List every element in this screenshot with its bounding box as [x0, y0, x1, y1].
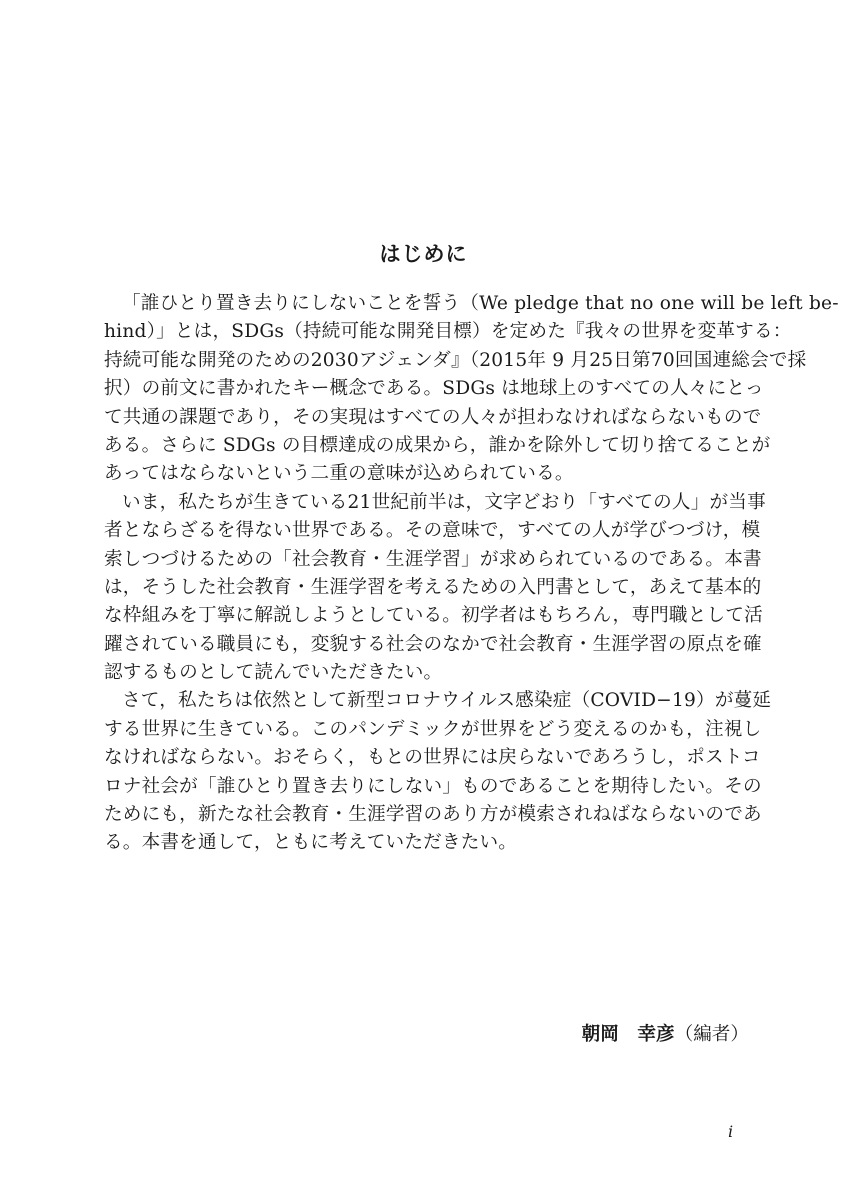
- text-line: ロナ社会が「誰ひとり置き去りにしない」ものであることを期待したい。その: [104, 775, 762, 797]
- author-role: （編者）: [674, 1024, 749, 1045]
- page-number: i: [728, 1122, 734, 1141]
- text-line: は，そうした社会教育・生涯学習を考えるための入門書として，あえて基本的: [104, 576, 762, 598]
- text-line: 者とならざるを得ない世界である。その意味で，すべての人が学びつづけ，模: [104, 520, 761, 542]
- text-line: る。本書を通して，ともに考えていただきたい。: [104, 832, 518, 854]
- text-line: 持続可能な開発のための2030アジェンダ』（2015年 9 月25日第70回国連総会で採: [104, 349, 807, 371]
- text-line: あってはならないという二重の意味が込められている。: [104, 463, 574, 485]
- text-line: 択）の前文に書かれたキー概念である。SDGs は地球上のすべての人々にとっ: [104, 378, 764, 400]
- text-line: さて，私たちは依然として新型コロナウイルス感染症（COVID−19）が蔓延: [122, 690, 772, 712]
- text-line: hind）」とは，SDGs（持続可能な開発目標）を定めた『我々の世界を変革する：: [104, 321, 792, 343]
- author-signature: [582, 1020, 749, 1046]
- paragraph-2: [104, 489, 766, 688]
- text-line: 躍されている職員にも，変貌する社会のなかで社会教育・生涯学習の原点を確: [104, 633, 762, 655]
- text-line: 索しつづけるための「社会教育・生涯学習」が求められているのである。本書: [104, 548, 762, 570]
- text-line: 認するものとして読んでいただきたい。: [104, 662, 443, 684]
- text-line: ためにも，新たな社会教育・生涯学習のあり方が模索されねばならないのであ: [104, 804, 762, 826]
- text-line: なければならない。おそらく，もとの世界には戻らないであろうし，ポストコ: [104, 747, 761, 769]
- text-line: ある。さらに SDGs の目標達成の成果から，誰かを除外して切り捨てることが: [104, 434, 771, 456]
- paragraph-1: [104, 290, 839, 489]
- text-line: 「誰ひとり置き去りにしないことを誓う（We pledge that no one will be left be-: [122, 293, 839, 314]
- text-line: する世界に生きている。このパンデミックが世界をどう変えるのかも，注視し: [104, 718, 762, 740]
- text-line: な枠組みを丁寧に解説しようとしている。初学者はもちろん，専門職として活: [104, 605, 763, 627]
- page-title: はじめに: [379, 241, 468, 266]
- body-text: [104, 290, 839, 858]
- text-line: て共通の課題であり，その実現はすべての人々が担わなければならないもので: [104, 406, 762, 428]
- text-line: いま，私たちが生きている21世紀前半は，文字どおり「すべての人」が当事: [122, 491, 766, 513]
- author-name: 朝岡 幸彦: [581, 1024, 675, 1045]
- paragraph-3: [104, 687, 772, 857]
